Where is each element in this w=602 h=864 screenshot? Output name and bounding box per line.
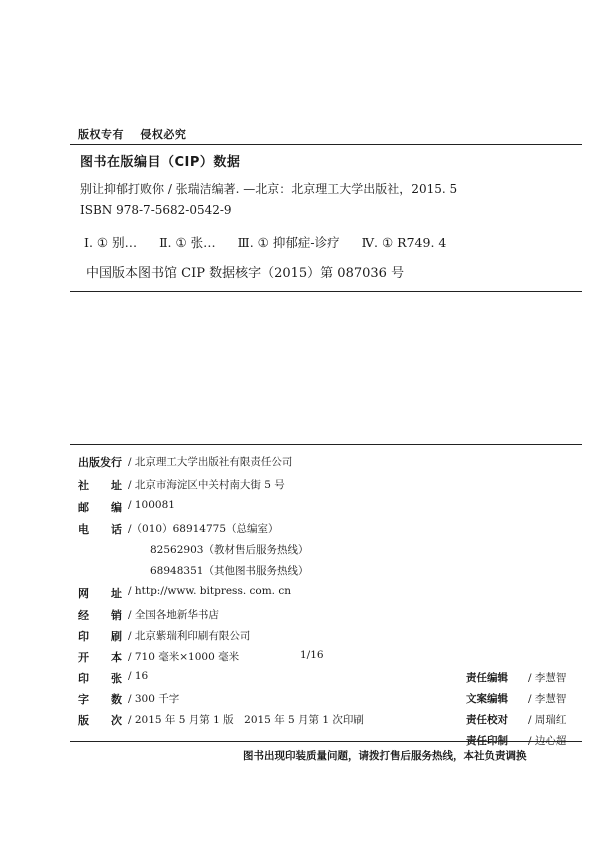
cip-top-rule [70, 144, 582, 145]
postcode-value: / 100081 [128, 499, 175, 511]
copyright-part2: 侵权必究 [140, 128, 187, 141]
words-value: / 300 千字 [128, 693, 180, 705]
cip-class-3: Ⅲ. ① 抑郁症-诊疗 [237, 235, 340, 250]
print-manager-value: / 边心超 [528, 735, 567, 747]
info-top-rule [70, 444, 582, 445]
distributor-label: 经 销 [78, 609, 122, 622]
quality-notice: 图书出现印装质量问题，请拨打售后服务热线，本社负责调换 [243, 750, 527, 762]
phone-value-1: /（010）68914775（总编室） [128, 523, 279, 535]
cip-bibliographic-line: 别让抑郁打败你 / 张瑞洁编著. —北京：北京理工大学出版社，2015. 5 [80, 182, 458, 196]
cip-number: 中国版本图书馆 CIP 数据核字（2015）第 087036 号 [86, 266, 405, 281]
editor-value: / 李慧智 [528, 672, 567, 684]
cip-isbn: ISBN 978-7-5682-0542-9 [80, 203, 232, 217]
publisher-label: 出版发行 [78, 456, 122, 469]
phone-value-3: 68948351（其他图书服务热线） [150, 565, 309, 577]
publisher-value: / 北京理工大学出版社有限责任公司 [128, 456, 293, 468]
format-label: 开 本 [78, 651, 122, 664]
phone-value-2: 82562903（教材售后服务热线） [150, 544, 309, 556]
sheets-value: / 16 [128, 670, 149, 682]
cip-bottom-rule [70, 291, 582, 292]
proofreader-value: / 周瑞红 [528, 714, 567, 726]
edition-value: / 2015 年 5 月第 1 版 2015 年 5 月第 1 次印刷 [128, 714, 364, 726]
copy-editor-value: / 李慧智 [528, 693, 567, 705]
postcode-label: 邮 编 [78, 501, 122, 514]
editor-label: 责任编辑 [466, 672, 508, 684]
distributor-value: / 全国各地新华书店 [128, 609, 219, 621]
format-fraction: 1/16 [300, 649, 324, 661]
address-label: 社 址 [78, 479, 122, 492]
cip-class-4: Ⅳ. ① R749. 4 [361, 235, 447, 250]
printer-value: / 北京紫瑞利印刷有限公司 [128, 630, 251, 642]
phone-label: 电 话 [78, 523, 122, 536]
printer-label: 印 刷 [78, 630, 122, 643]
website-label: 网 址 [78, 587, 122, 600]
words-label: 字 数 [78, 693, 122, 706]
info-bottom-rule [70, 741, 582, 742]
copyright-line [78, 126, 198, 142]
address-value: / 北京市海淀区中关村南大街 5 号 [128, 479, 285, 491]
cip-class-2: Ⅱ. ① 张… [159, 235, 216, 250]
cip-class-1: Ⅰ. ① 别… [84, 235, 138, 250]
print-manager-label: 责任印制 [466, 735, 508, 747]
copy-editor-label: 文案编辑 [466, 693, 508, 705]
format-value: / 710 毫米×1000 毫米 [128, 651, 240, 663]
sheets-label: 印 张 [78, 672, 122, 685]
copyright-part1: 版权专有 [78, 128, 124, 141]
edition-label: 版 次 [78, 714, 122, 727]
proofreader-label: 责任校对 [466, 714, 508, 726]
website-value: / http://www. bitpress. com. cn [128, 585, 291, 597]
cip-classification-row [84, 233, 464, 251]
cip-title: 图书在版编目（CIP）数据 [80, 155, 241, 170]
